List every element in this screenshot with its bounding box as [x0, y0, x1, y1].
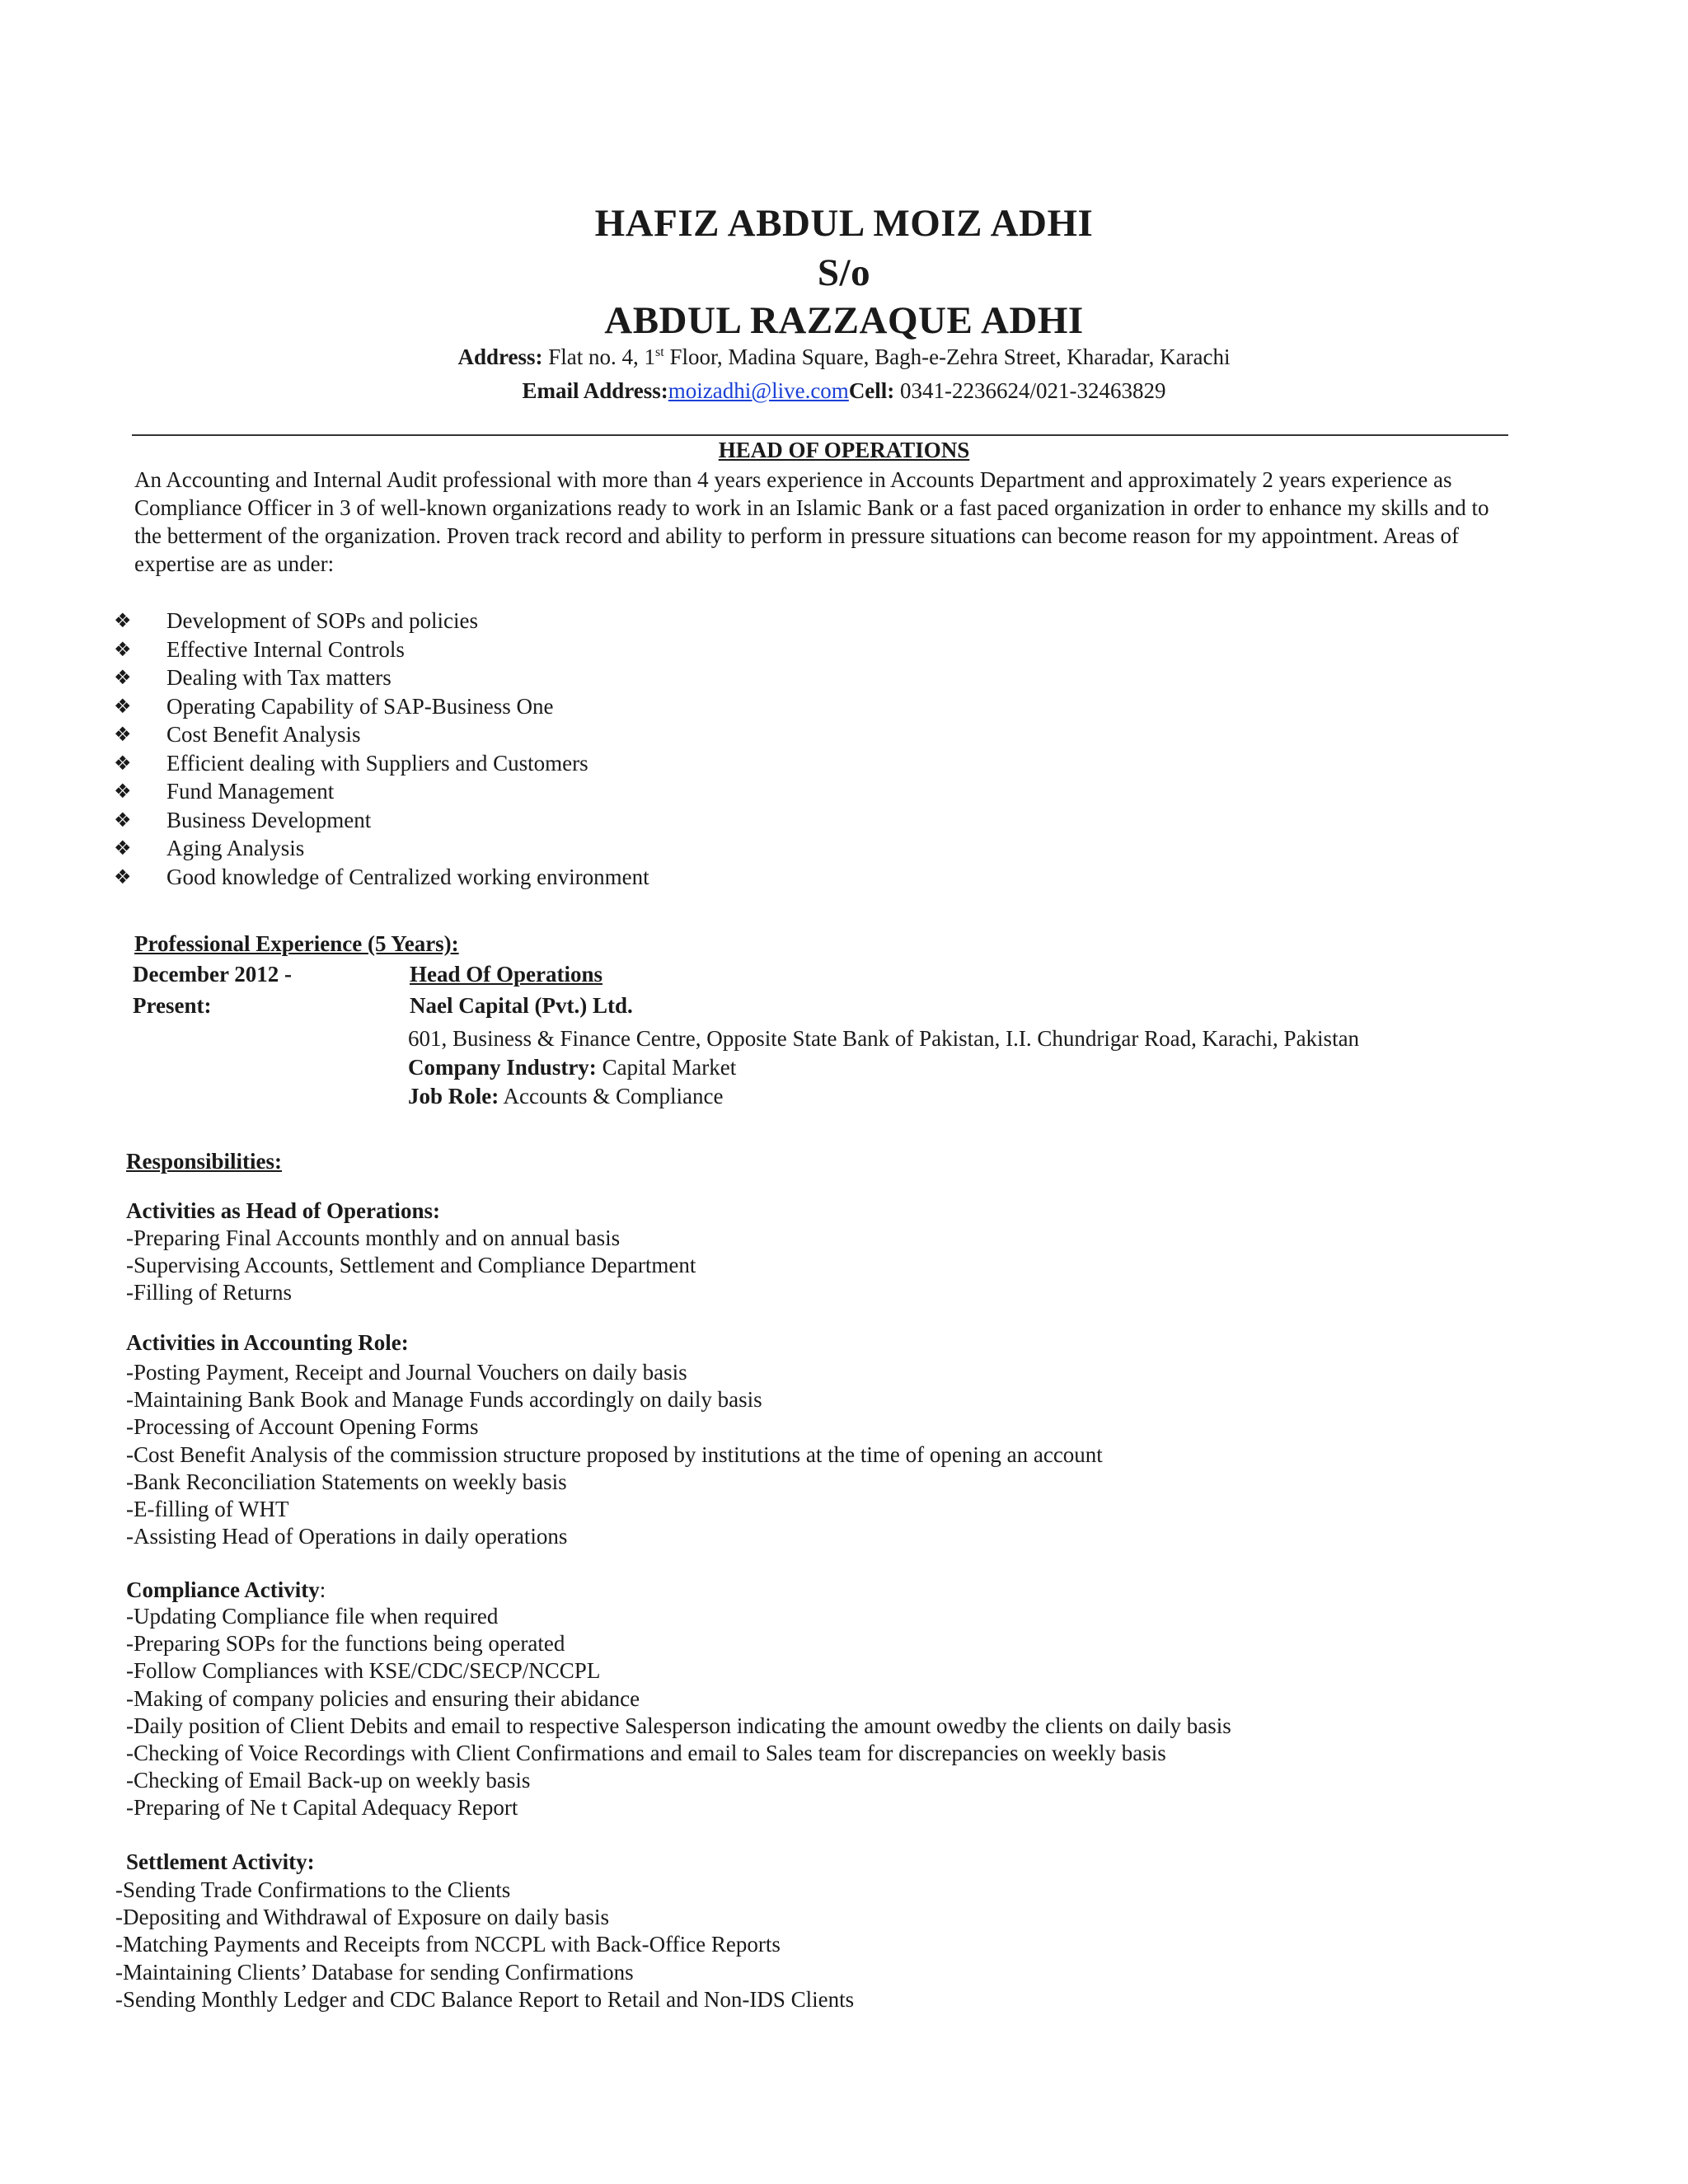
diamond-bullet-icon: ❖ — [114, 865, 132, 888]
list-item: -Depositing and Withdrawal of Exposure on daily basis — [115, 1905, 610, 1930]
company-address: 601, Business & Finance Centre, Opposite State Bank of Pakistan, I.I. Chundrigar Road, Karachi, Pakistan — [408, 1026, 1360, 1051]
cell-label: Cell: — [848, 378, 895, 403]
company-industry — [408, 1053, 736, 1081]
list-item: -Preparing of Ne t Capital Adequacy Report — [126, 1795, 518, 1821]
contact-line — [0, 378, 1688, 404]
list-item: -Maintaining Bank Book and Manage Funds accordingly on daily basis — [126, 1387, 762, 1413]
list-item: -Maintaining Clients’ Database for sending Confirmations — [115, 1959, 634, 1985]
list-item: ❖ Fund Management — [114, 777, 649, 806]
job-position: Head Of Operations — [410, 962, 603, 987]
head-ops-title: Activities as Head of Operations: — [126, 1198, 440, 1223]
email-link[interactable]: moizadhi@live.com — [668, 378, 849, 403]
compliance-title: Compliance Activity: — [126, 1577, 326, 1602]
diamond-bullet-icon: ❖ — [114, 837, 132, 860]
list-item: -Posting Payment, Receipt and Journal Vouchers on daily basis — [126, 1360, 687, 1385]
list-item: -E-filling of WHT — [126, 1496, 289, 1521]
list-item: ❖ Dealing with Tax matters — [114, 663, 649, 692]
settlement-list — [115, 1877, 854, 2013]
list-item: ❖ Aging Analysis — [114, 834, 649, 863]
list-item: -Follow Compliances with KSE/CDC/SECP/NCCPL — [126, 1658, 601, 1684]
diamond-bullet-icon: ❖ — [114, 609, 132, 632]
diamond-bullet-icon: ❖ — [114, 808, 132, 832]
list-item: -Checking of Email Back-up on weekly basis — [126, 1768, 531, 1793]
list-item: ❖ Good knowledge of Centralized working environment — [114, 863, 649, 892]
industry-value: Capital Market — [596, 1055, 737, 1080]
accounting-list — [126, 1359, 1103, 1550]
candidate-name: HAFIZ ABDUL MOIZ ADHI — [594, 202, 1094, 245]
period-start: December 2012 - — [133, 962, 292, 987]
list-item: -Checking of Voice Recordings with Client Confirmations and email to Sales team for discrepancies on weekly basis — [126, 1740, 1166, 1765]
period-end: Present: — [133, 993, 212, 1018]
list-item: -Making of company policies and ensuring their abidance — [126, 1685, 640, 1711]
cell-number: 0341-2236624/021-32463829 — [894, 378, 1166, 403]
settlement-title: Settlement Activity: — [126, 1849, 315, 1874]
company-name: Nael Capital (Pvt.) Ltd. — [410, 993, 633, 1018]
list-item: -Sending Trade Confirmations to the Clients — [115, 1877, 511, 1902]
compliance-list — [126, 1603, 1231, 1822]
list-item: -Bank Reconciliation Statements on weekly basis — [126, 1469, 567, 1494]
address-line — [0, 344, 1688, 370]
diamond-bullet-icon: ❖ — [114, 666, 132, 689]
address-pre: Flat no. 4, 1 — [548, 344, 656, 369]
list-item: -Assisting Head of Operations in daily operations — [126, 1524, 568, 1549]
list-item: -Updating Compliance file when required — [126, 1604, 499, 1629]
list-item: ❖ Efficient dealing with Suppliers and Customers — [114, 749, 649, 778]
accounting-title: Activities in Accounting Role: — [126, 1330, 409, 1355]
list-item: ❖ Development of SOPs and policies — [114, 607, 649, 635]
email-label: Email Address: — [522, 378, 668, 403]
list-item: -Processing of Account Opening Forms — [126, 1414, 479, 1440]
industry-label: Company Industry: — [408, 1055, 597, 1080]
list-item: -Sending Monthly Ledger and CDC Balance Report to Retail and Non-IDS Clients — [115, 1986, 855, 2012]
objective-title: HEAD OF OPERATIONS — [718, 438, 970, 462]
list-item: -Supervising Accounts, Settlement and Compliance Department — [126, 1253, 696, 1278]
address-post: Floor, Madina Square, Bagh-e-Zehra Street, Kharadar, Karachi — [663, 344, 1231, 369]
head-ops-list — [126, 1225, 696, 1307]
list-item: ❖ Effective Internal Controls — [114, 635, 649, 664]
list-item: -Matching Payments and Receipts from NCCPL with Back-Office Reports — [115, 1932, 781, 1957]
list-item: -Preparing SOPs for the functions being operated — [126, 1631, 565, 1657]
experience-title: Professional Experience (5 Years): — [134, 931, 459, 956]
diamond-bullet-icon: ❖ — [114, 637, 132, 661]
list-item: -Cost Benefit Analysis of the commission structure proposed by institutions at the time of opening an account — [126, 1441, 1103, 1467]
job-role — [408, 1082, 723, 1110]
list-item: ❖ Operating Capability of SAP-Business One — [114, 692, 649, 721]
header-divider — [132, 434, 1508, 436]
list-item: -Filling of Returns — [126, 1280, 292, 1305]
expertise-list — [114, 607, 649, 891]
list-item: -Preparing Final Accounts monthly and on annual basis — [126, 1226, 621, 1250]
diamond-bullet-icon: ❖ — [114, 751, 132, 775]
list-item: -Daily position of Client Debits and email to respective Salesperson indicating the amount owedby the clients on daily basis — [126, 1713, 1231, 1738]
relation-label: S/o — [817, 251, 871, 294]
father-name: ABDUL RAZZAQUE ADHI — [604, 299, 1084, 342]
address-label: Address: — [457, 344, 543, 369]
diamond-bullet-icon: ❖ — [114, 694, 132, 718]
role-value: Accounts & Compliance — [499, 1084, 724, 1108]
address-sup: st — [655, 345, 664, 359]
responsibilities-title: Responsibilities: — [126, 1149, 283, 1174]
list-item: ❖ Cost Benefit Analysis — [114, 720, 649, 749]
objective-summary: An Accounting and Internal Audit professional with more than 4 years experience in Accounts Department and approximately 2 years experience as Compliance Officer in 3 of well-known organizations ready to work in an Islamic Bank or a fast paced organization in order to enhance my skills and to the betterment of the organization. Proven track record and ability to perform in pressure situations can become reason for my appointment. Areas of expertise are as under: — [134, 467, 1489, 576]
role-label: Job Role: — [408, 1084, 499, 1108]
list-item: ❖ Business Development — [114, 806, 649, 835]
diamond-bullet-icon: ❖ — [114, 780, 132, 803]
diamond-bullet-icon: ❖ — [114, 723, 132, 746]
